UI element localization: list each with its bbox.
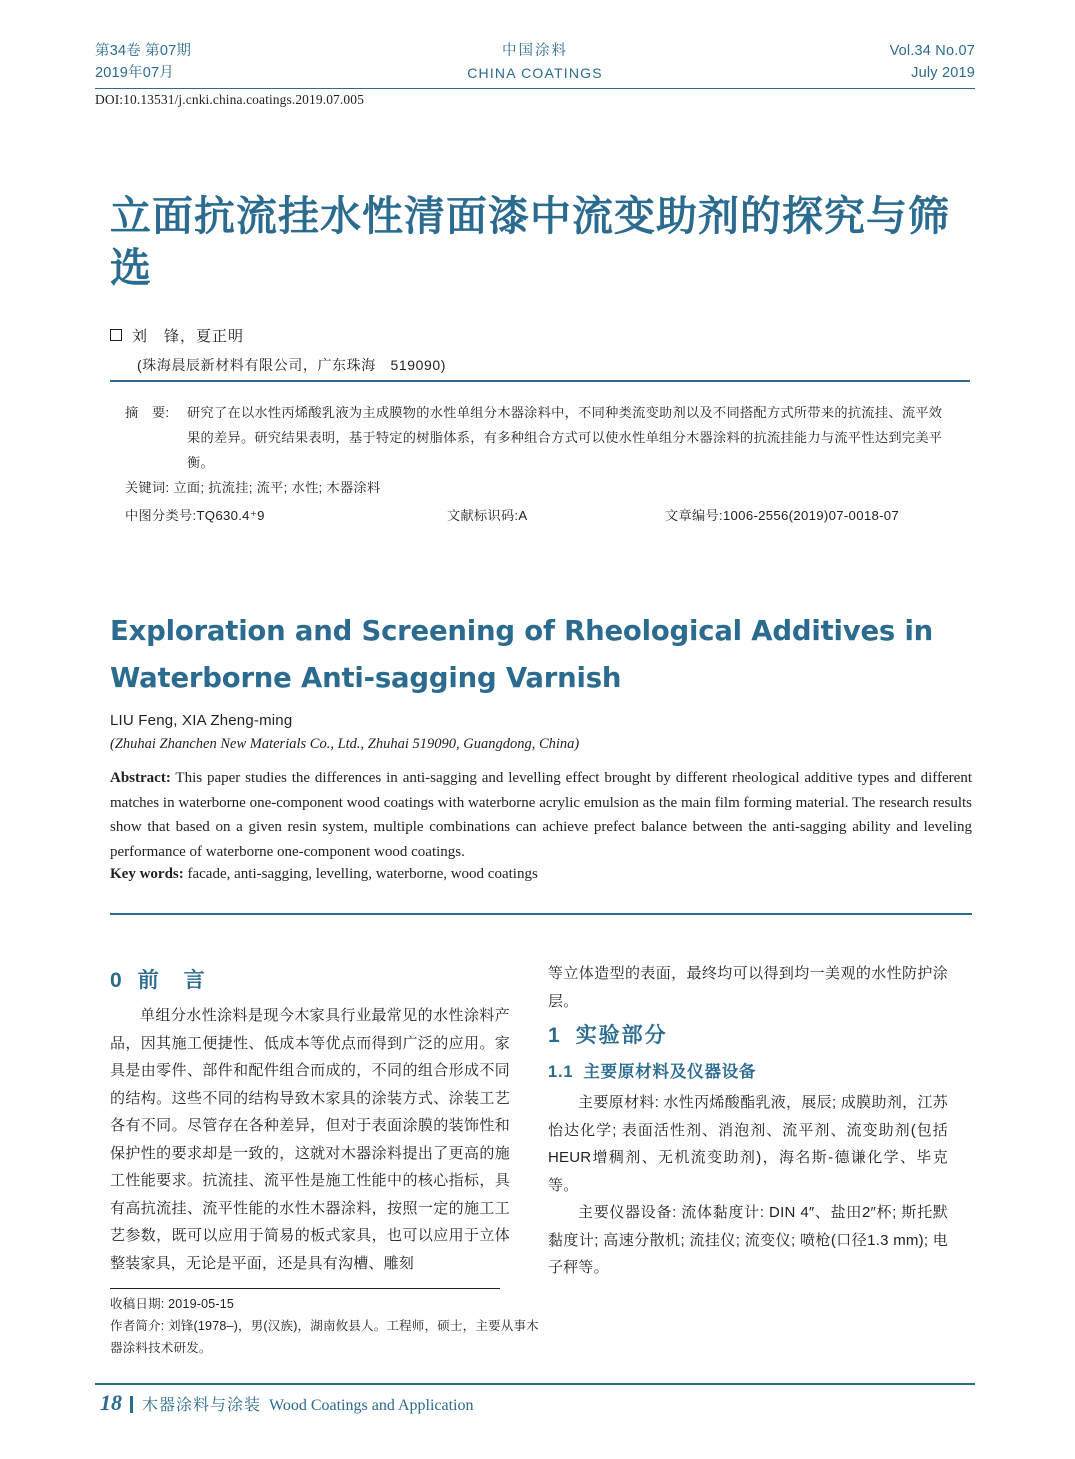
section-1-number: 1 (548, 1024, 562, 1047)
volume-issue: 第34卷 第07期 (95, 43, 192, 59)
keywords-cn: 关键词: 立面; 抗流挂; 流平; 水性; 木器涂料 (125, 480, 381, 495)
footer-section-cn: 木器涂料与涂装 (142, 1397, 262, 1414)
paragraph-instruments: 主要仪器设备: 流体黏度计: DIN 4″、盐田2″杯; 斯托默黏度计; 高速分散机; 流挂仪; 流变仪; 喷枪(口径1.3 mm); 电子秤等。 (548, 1204, 948, 1276)
article-id: 文章编号:1006-2556(2019)07-0018-07 (665, 508, 900, 523)
doi-text: DOI:10.13531/j.cnki.china.coatings.2019.07.005 (95, 92, 364, 107)
page-title-en: Exploration and Screening of Rheological Additives in Waterborne Anti-sagging Varnish (110, 615, 934, 694)
keywords-en (110, 866, 972, 883)
authors-en: LIU Feng, XIA Zheng-ming (110, 712, 293, 729)
footer-section-en: Wood Coatings and Application (269, 1397, 474, 1414)
footnote-block (110, 1293, 550, 1359)
keywords-en-text: facade, anti-sagging, levelling, waterborne, wood coatings (183, 866, 538, 882)
footer-bar-icon (130, 1396, 133, 1413)
page-footer (100, 1389, 473, 1417)
abstract-cn-text: 研究了在以水性丙烯酸乳液为主成膜物的水性单组分木器涂料中，不同种类流变助剂以及不同搭配方式所带来的抗流挂、流平效果的差异。研究结果表明，基于特定的树脂体系，有多种组合方式可以使水性单组分木器涂料的抗流挂能力与流平性达到完美平衡。 (187, 405, 943, 470)
issue-date-en: July 2019 (911, 65, 975, 81)
received-date: 收稿日期: 2019-05-15 (110, 1297, 235, 1311)
page-title-cn: 立面抗流挂水性清面漆中流变助剂的探究与筛选 (110, 192, 950, 292)
divider-above-abstract (110, 380, 970, 382)
body-column-left (110, 960, 510, 1277)
section-1-1-title: 主要原材料及仪器设备 (583, 1063, 757, 1081)
page-number: 18 (100, 1390, 122, 1415)
clc-number: 中图分类号:TQ630.4⁺9 (125, 508, 265, 523)
journal-name-cn: 中国涂料 (502, 43, 568, 59)
document-code: 文献标识码:A (447, 508, 528, 523)
body-column-right (548, 960, 948, 1282)
section-0-title: 前 言 (137, 969, 207, 992)
abstract-en (110, 766, 972, 864)
paragraph-intro: 单组分水性涂料是现今木家具行业最常见的水性涂料产品，因其施工便捷性、低成本等优点而得到广泛的应用。家具是由零件、部件和配件组合而成的，不同的组合形成不同的结构。这些不同的结构导致木家具的涂装方式、涂装工艺各有不同。尽管存在各种差异，但对于表面涂膜的装饰性和保护性的要求却是一致的，这就对木器涂料提出了更高的施工性能要求。抗流挂、流平性是施工性能中的核心指标，具有高抗流挂、流平性能的水性木器涂料，按照一定的施工工艺参数，既可以应用于简易的板式家具，也可以应用于立体整装家具，无论是平面，还是具有沟槽、雕刻 (110, 1007, 510, 1272)
section-0-number: 0 (110, 969, 124, 992)
affiliation-en: (Zhuhai Zhanchen New Materials Co., Ltd., Zhuhai 519090, Guangdong, China) (110, 736, 580, 752)
paragraph-materials: 主要原材料: 水性丙烯酸酯乳液，展辰; 成膜助剂，江苏怡达化学; 表面活性剂、消泡剂、流平剂、流变助剂(包括HEUR增稠剂、无机流变助剂)，海名斯-德谦化学、毕克等。 (548, 1094, 948, 1194)
header-divider (95, 88, 975, 89)
section-heading-0 (110, 964, 510, 998)
author-bio: 作者简介: 刘锋(1978–)，男(汉族)，湖南攸县人。工程师，硕士，主要从事木器涂料技术研发。 (110, 1319, 539, 1355)
keywords-en-label: Key words: (110, 866, 184, 882)
abstract-en-label: Abstract: (110, 770, 171, 786)
divider-above-body (110, 913, 972, 915)
header-right (890, 40, 975, 84)
section-1-1-number: 1.1 (548, 1063, 574, 1081)
affiliation-cn: (珠海晨辰新材料有限公司，广东珠海 519090) (137, 357, 447, 373)
volume-issue-en: Vol.34 No.07 (889, 43, 975, 59)
abstract-cn-label: 摘 要: (125, 405, 170, 420)
footer-divider (95, 1383, 975, 1385)
abstract-en-text: This paper studies the differences in anti-sagging and levelling effect brought by different rheological additive types and different matches in waterborne one-component wood coatings with waterborne acrylic emulsion as the main film forming material. The research results show that based on a given resin system, multiple combinations can achieve prefect balance between the anti-sagging ability and leveling performance of waterborne one-component wood coatings. (110, 770, 972, 860)
journal-name-en: CHINA COATINGS (467, 65, 603, 81)
authors-cn-text: 刘 锋，夏正明 (132, 328, 245, 345)
issue-date-cn: 2019年07月 (95, 65, 174, 81)
bullet-square-icon (110, 329, 122, 341)
page-header (95, 40, 975, 88)
footnote-divider (110, 1288, 500, 1289)
paragraph-intro-continued: 等立体造型的表面，最终均可以得到均一美观的水性防护涂层。 (548, 965, 948, 1010)
section-heading-1-1 (548, 1057, 948, 1087)
abstract-cn (125, 400, 955, 475)
authors-cn (110, 325, 244, 346)
header-center (95, 40, 975, 84)
section-1-title: 实验部分 (575, 1024, 668, 1047)
section-heading-1 (548, 1019, 948, 1053)
